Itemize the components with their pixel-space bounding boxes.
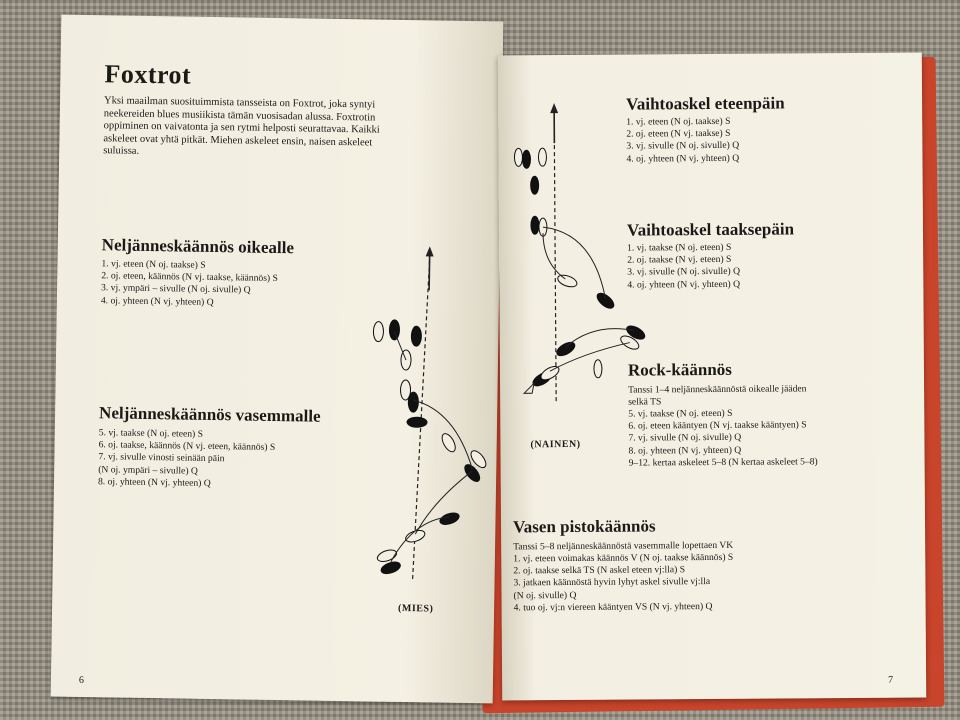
diagram-caption-woman: (NAINEN) <box>530 438 581 451</box>
step-item: (N oj. ympäri – sivulle) Q <box>98 463 198 477</box>
step-item: 8. oj. yhteen (N vj. yhteen) Q <box>97 476 211 489</box>
step-item: 6. oj. eteen kääntyen (N vj. taakse kääntyen) S <box>628 419 807 432</box>
step-item: 2. oj. eteen, käännös (N vj. taakse, käännös) S <box>101 270 278 285</box>
footstep-diagram-woman <box>512 102 654 403</box>
step-item: 4. tuo oj. vj:n viereen kääntyen VS (N vj. yhteen) Q <box>513 600 713 614</box>
step-item: 4. oj. yhteen (N vj. yhteen) Q <box>100 294 214 308</box>
step-item: 7. vj. sivulle (N oj. sivulle) Q <box>628 432 742 444</box>
step-item: 1. vj. eteen (N oj. taakse) S <box>101 258 206 271</box>
step-item: 3. vj. ympäri – sivulle (N oj. sivulle) Q <box>101 282 251 296</box>
rock-turn-intro <box>628 383 807 409</box>
step-item: 2. oj. taakse (N vj. eteen) S <box>627 254 732 266</box>
step-item: 1. vj. taakse (N oj. eteen) S <box>627 241 732 254</box>
step-item: 7. vj. sivulle vinosti seinään päin <box>98 451 225 465</box>
right-page <box>498 53 926 701</box>
page-title: Foxtrot <box>104 59 192 90</box>
step-item: 4. oj. yhteen (N vj. yhteen) Q <box>626 152 740 165</box>
step-list-left-pivot-turn <box>513 552 733 615</box>
section-heading-forward-change-step: Vaihtoaskel eteenpäin <box>626 93 785 114</box>
step-item: 6. oj. taakse, käännös (N vj. eteen, käännös) S <box>98 439 276 454</box>
section-heading-backward-change-step: Vaihtoaskel taaksepäin <box>626 219 795 240</box>
section-heading-left-quarter-turn: Neljänneskäännös vasemmalle <box>98 403 321 426</box>
page-number-left: 6 <box>78 674 85 687</box>
left-page <box>51 15 504 704</box>
step-item: 2. oj. eteen (N vj. taakse) S <box>626 128 731 140</box>
intro-line: selkä TS <box>628 396 662 408</box>
step-item: 3. jatkaen käännöstä hyvin lyhyt askel sivulle vj:lla <box>513 576 711 589</box>
step-item: 2. oj. taakse selkä TS (N askel eteen vj:lla) S <box>513 564 686 577</box>
step-item: 1. vj. eteen voimakas käännös V (N oj. taakse käännös) S <box>513 551 734 565</box>
intro-paragraph: Yksi maailman suosituimmista tansseista on Foxtrot, joka syntyi neekereiden blues musiikista tämän vuosisadan alussa. Foxtrotin oppiminen on vaivatonta ja sen rytmi helposti seurattavaa. Kaikki askeleet ovat yhtä pitkät. Miehen askeleet ensin, naisen askeleet suluissa. <box>103 95 380 157</box>
section-heading-rock-turn: Rock-käännös <box>627 359 732 380</box>
step-list-rock-turn <box>628 407 818 469</box>
step-item: (N oj. sivulle) Q <box>513 589 577 602</box>
step-item: 1. vj. eteen (N oj. taakse) S <box>626 115 731 128</box>
intro-line: Tanssi 1–4 neljänneskäännöstä oikealle jääden <box>628 383 807 396</box>
step-item: 9–12. kertaa askeleet 5–8 (N kertaa askeleet 5–8) <box>628 456 818 469</box>
section-heading-left-pivot-turn: Vasen pistokäännös <box>512 516 656 537</box>
step-item: 5. vj. taakse (N oj. eteen) S <box>628 407 733 420</box>
page-number-right: 7 <box>888 674 894 686</box>
intro-line: Tanssi 5–8 neljänneskäännöstä vasemmalle lopettaen VK <box>513 539 734 553</box>
step-item: 5. vj. taakse (N oj. eteen) S <box>98 427 204 440</box>
step-item: 8. oj. yhteen (N vj. yhteen) Q <box>628 444 742 457</box>
step-item: 3. vj. sivulle (N oj. sivulle) Q <box>626 140 740 152</box>
step-item: 3. vj. sivulle (N oj. sivulle) Q <box>627 266 741 278</box>
section-heading-right-quarter-turn: Neljänneskäännös oikealle <box>101 235 295 258</box>
step-list-left-quarter-turn <box>98 427 276 491</box>
step-item: 4. oj. yhteen (N vj. yhteen) Q <box>627 278 741 291</box>
step-list-right-quarter-turn <box>101 258 278 310</box>
footstep-diagram-man <box>352 249 498 611</box>
diagram-caption-man: (MIES) <box>398 602 434 615</box>
